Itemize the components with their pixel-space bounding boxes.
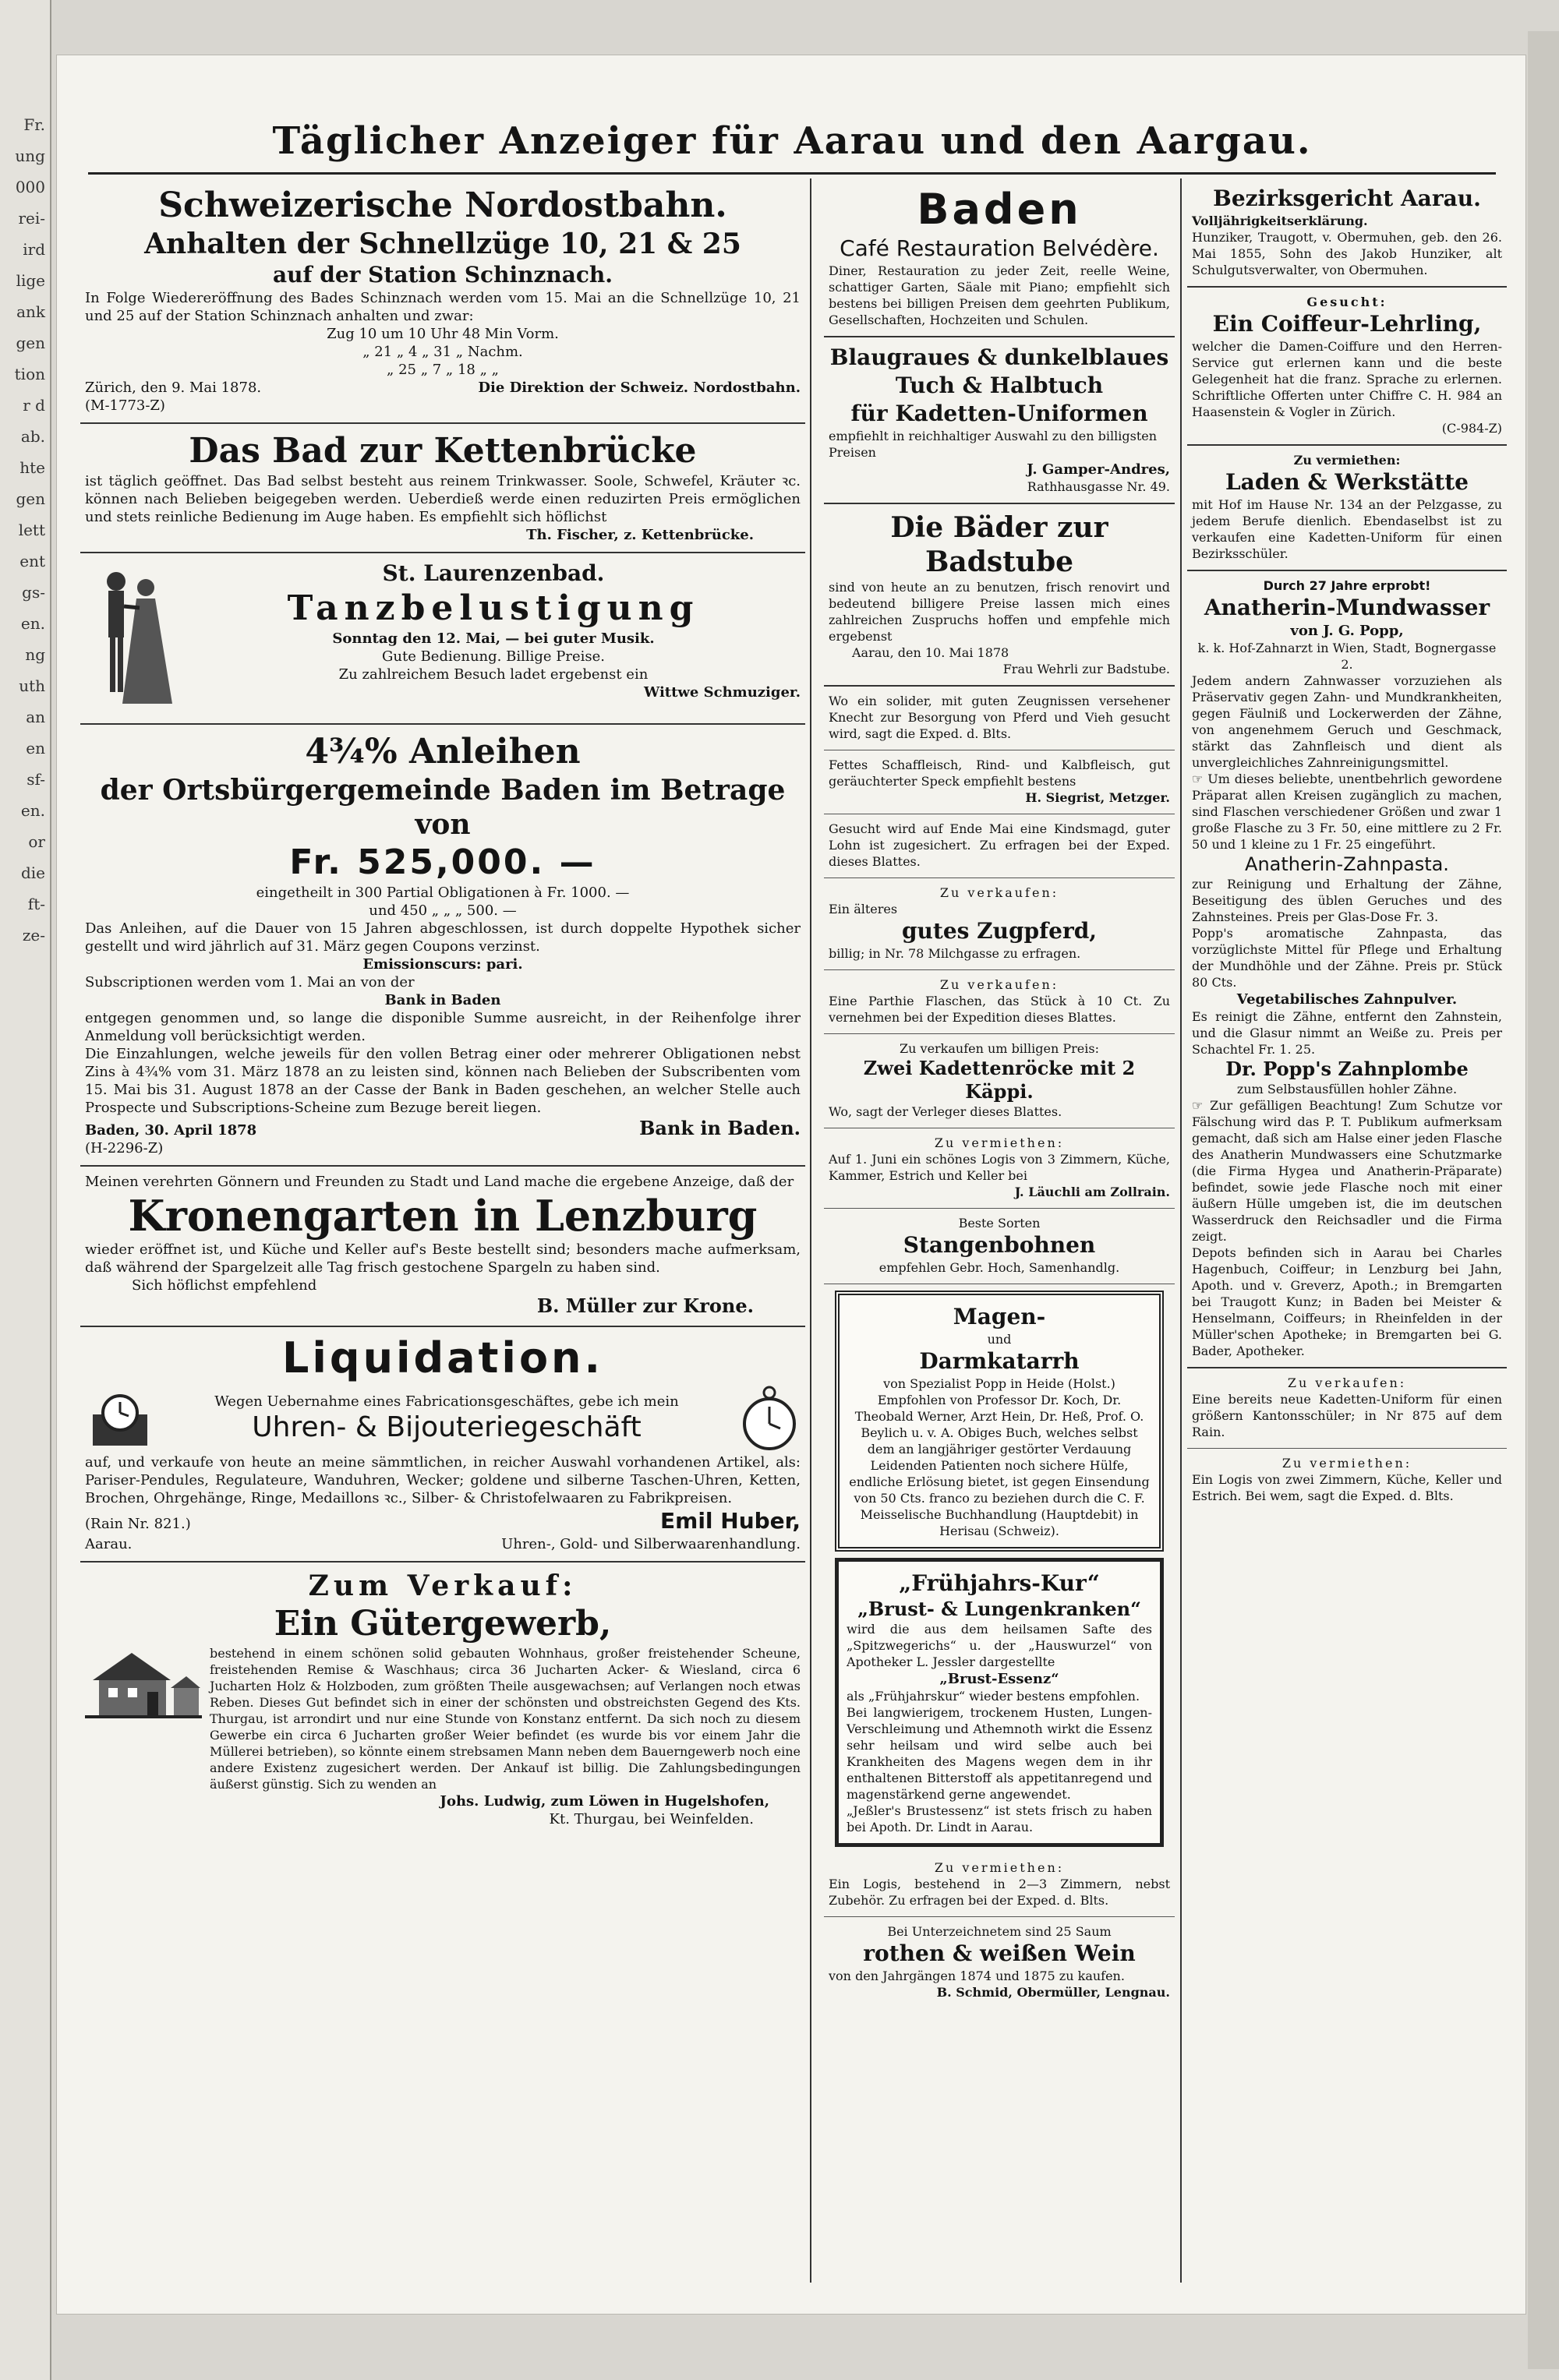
ad-head: Zu vermiethen:: [934, 1860, 1065, 1875]
column-3: [1187, 178, 1507, 1512]
ad-body: Eine Parthie Flaschen, das Stück à 10 Ct. Zu vernehmen bei der Expedition dieses Blattes.: [829, 994, 1170, 1025]
ad-signature: B. Müller zur Krone.: [536, 1294, 754, 1317]
ad-line: Sonntag den 12. Mai, — bei guter Musik.: [332, 630, 655, 647]
ad-body: Hunziker, Traugott, v. Obermuhen, geb. den 26. Mai 1855, Sohn des Jakob Hunziker, alt Schulgutsverwalter, von Obermuhen.: [1192, 230, 1502, 277]
ad-title: Baden: [917, 185, 1082, 234]
ad-body: Diner, Restauration zu jeder Zeit, reelle Weine, schattiger Garten, Säale mit Piano; empfiehlt sich bestens bei billigen Preisen dem geehrten Publikum, Gesellschaften, Hochzeiten und Schulen.: [829, 263, 1170, 327]
ad-kadetten-uniform: [1187, 1368, 1507, 1449]
ad-kettenbruecke: [80, 424, 805, 553]
ad-title: Anatherin-Mundwasser: [1204, 595, 1490, 620]
edge-fragment: ze-: [22, 926, 45, 945]
ad-address: Kt. Thurgau, bei Weinfelden.: [549, 1811, 754, 1827]
ad-body: Gesucht wird auf Ende Mai eine Kindsmagd, guter Lohn ist zugesichert. Zu erfragen bei der Exped. dieses Blattes.: [829, 821, 1170, 869]
ad-line: Bank in Baden: [384, 992, 501, 1008]
ad-signature: H. Siegrist, Metzger.: [1025, 790, 1170, 805]
ad-nordostbahn: [80, 178, 805, 424]
edge-fragment: gen: [16, 489, 45, 508]
ad-signature: Th. Fischer, z. Kettenbrücke.: [526, 527, 754, 543]
ad-address: Rathhausgasse Nr. 49.: [1027, 479, 1170, 494]
ad-date: Aarau, den 10. Mai 1878: [852, 645, 1009, 660]
ad-paragraph: Popp's aromatische Zahnpasta, das vorzüglichste Mittel für Pflege und Erhaltung der Mundhöhle und der Zähne. Preis pr. Stück 80 Cts.: [1192, 926, 1502, 990]
ad-kronengarten: [80, 1167, 805, 1327]
ad-product: Anatherin-Zahnpasta.: [1245, 853, 1449, 875]
ad-paragraph: Das Anleihen, auf die Dauer von 15 Jahren abgeschlossen, ist durch doppelte Hypothek sicher gestellt und wird jährlich auf 31. März gegen Coupons verzinst.: [85, 920, 801, 955]
ad-title: Kronengarten in Lenzburg: [128, 1191, 758, 1241]
ad-headline: Zum Verkauf:: [308, 1570, 578, 1602]
edge-fragment: lett: [18, 521, 45, 539]
ad-title: Bezirksgericht Aarau.: [1213, 185, 1481, 211]
ad-product: „Brust-Essenz“: [939, 1671, 1059, 1687]
ad-code: (M-1773-Z): [85, 397, 165, 414]
ad-paragraph: Subscriptionen werden vom 1. Mai an von der: [85, 974, 415, 990]
ad-code: (H-2296-Z): [85, 1140, 164, 1156]
ad-title: Blaugraues & dunkelblaues Tuch & Halbtuch: [829, 344, 1169, 398]
ad-title: Ein Coiffeur-Lehrling,: [1212, 311, 1482, 337]
edge-fragment: die: [20, 863, 45, 882]
timetable-row: „ 25 „ 7 „ 18 „ „: [387, 362, 499, 378]
ad-knecht: [824, 687, 1175, 750]
ad-title: Die Bäder zur Badstube: [890, 511, 1108, 578]
edge-fragment: hte: [19, 458, 45, 477]
ad-title: Zwei Kadettenröcke mit 2 Käppi.: [863, 1057, 1136, 1103]
ad-body: Ein Logis, bestehend in 2—3 Zimmern, nebst Zubehör. Zu erfragen bei der Exped. d. Blts.: [829, 1877, 1170, 1908]
edge-fragment: gs-: [22, 583, 45, 602]
ad-subtitle: der Ortsbürgergemeinde Baden im Betrage von: [100, 774, 786, 841]
ad-line: Wegen Uebernahme eines Fabricationsgeschäftes, gebe ich mein: [214, 1393, 679, 1410]
ad-paragraph: wird die aus dem heilsamen Safte des „Spitzwegerichs“ u. der „Hauswurzel“ von Apotheker L. Jessler dargestellte: [847, 1622, 1152, 1669]
ad-body: Fettes Schaffleisch, Rind- und Kalbfleisch, gut geräuchterter Speck empfiehlt bestens: [829, 757, 1170, 789]
edge-fragment: sf-: [27, 770, 45, 789]
ad-signature: Bank in Baden.: [639, 1117, 801, 1139]
ad-body: bestehend in einem schönen solid gebauten Wohnhaus, großer freistehender Scheune, freistehenden Remise & Waschhaus; circa 36 Jucharten Acker- & Wiesland, circa 6 Jucharten Holz & Holzboden, zum größten Theile ausgewachsen; auf Verlangen noch etwas Reben. Dieses Gut befindet sich in einer der schönsten und obstreichsten Gegend des Kts. Thurgau, ist arrondirt und nur eine Stunde von Konstanz entfernt. Da sich noch zu diesem Gewerbe ein circa 6 Jucharten großer Weier befindet (es wurde bis vor einem Jahr die Müllerei betrieben), so könnte einem strebsamen Mann neben dem Bauerngewerb noch eine andere Existenz zugesichert werden. Der Ankauf ist billig. Die Zahlungsbedingungen äußerst günstig. Sich zu wenden an: [210, 1646, 801, 1792]
ad-body: auf, und verkaufe von heute an meine sämmtlichen, in reicher Auswahl vorhandenen Artikel, als: Pariser-Pendules, Regulateure, Wanduhren, Wecker; goldene und silberne Taschen-Uhren, Ketten, Brochen, Ohrgehänge, Ringe, Medaillons ꝛc., Silber- & Christofelwaaren zu Fabrikpreisen.: [85, 1454, 801, 1506]
newspaper-page: [56, 55, 1526, 2315]
edge-fragment: an: [26, 708, 45, 726]
ad-paragraph: Bei langwierigem, trockenem Husten, Lungen-Verschleimung und Athemnoth wirkt die Essenz sehr heilsam und wird selbe auch bei Krankheiten des Magens wegen dem in ihr enthaltenen Bitterstoff als appetitanregend und magenstärkend gerne angewendet.: [847, 1705, 1152, 1802]
ad-subtitle: Anhalten der Schnellzüge 10, 21 & 25: [144, 228, 741, 260]
edge-fragment: r d: [23, 396, 45, 415]
column-divider: [810, 178, 811, 2283]
ad-signature: Die Direktion der Schweiz. Nordostbahn.: [478, 380, 801, 396]
ad-product: Dr. Popp's Zahnplombe: [1225, 1058, 1469, 1080]
ad-badstube: [824, 504, 1175, 687]
page-shadow: [1528, 31, 1559, 2369]
ad-product: Vegetabilisches Zahnpulver.: [1236, 991, 1458, 1008]
column-2: [824, 178, 1175, 2008]
ad-liquidation: [80, 1327, 805, 1563]
ad-fleisch: [824, 750, 1175, 814]
edge-fragment: ent: [19, 552, 45, 570]
ad-head: Zu vermiethen:: [1293, 453, 1401, 468]
ad-address: k. k. Hof-Zahnarzt in Wien, Stadt, Bognergasse 2.: [1197, 641, 1497, 672]
ad-body: sind von heute an zu benutzen, frisch renovirt und bedeutend billigere Preise lassen mich eines zahlreichen Zuspruchs hoffen und empfehle mich ergebenst: [829, 580, 1170, 644]
ad-head: Zu verkaufen:: [939, 885, 1059, 900]
ad-bezirksgericht: [1187, 178, 1507, 288]
edge-fragment: lige: [16, 271, 45, 290]
edge-fragment: ft-: [27, 895, 45, 913]
ad-signature: Wittwe Schmuziger.: [644, 684, 801, 701]
ad-line: Bei Unterzeichnetem sind 25 Saum: [887, 1924, 1112, 1939]
ad-body: In Folge Wiedereröffnung des Bades Schinznach werden vom 15. Mai an die Schnellzüge 10, 21 und 25 auf der Station Schinznach anhalten und zwar:: [85, 290, 801, 324]
ad-line: und 450 „ „ „ 500. —: [369, 902, 517, 919]
ad-title: Magen-: [953, 1304, 1046, 1329]
ad-date: Baden, 30. April 1878: [85, 1122, 257, 1139]
ad-connector: und: [987, 1332, 1012, 1347]
ad-body: billig; in Nr. 78 Milchgasse zu erfragen.: [829, 946, 1081, 961]
ad-laurenzenbad: [80, 553, 805, 725]
ad-logis-2: [824, 1853, 1175, 1917]
pocket-watch-icon: [738, 1383, 801, 1453]
ad-paragraph: zum Selbstausfüllen hohler Zähne.: [1236, 1082, 1458, 1096]
edge-fragment: Fr.: [23, 115, 45, 134]
ad-trade: Uhren-, Gold- und Silberwaarenhandlung.: [501, 1536, 801, 1552]
ad-subtitle: auf der Station Schinznach.: [272, 262, 613, 288]
ad-body: von den Jahrgängen 1874 und 1875 zu kaufen.: [829, 1969, 1125, 1983]
ad-title: rothen & weißen Wein: [863, 1940, 1136, 1966]
ad-anatherin: [1187, 571, 1507, 1368]
ad-body: Eine bereits neue Kadetten-Uniform für einen größern Kantonsschüler; in Nr 875 auf dem Rain.: [1192, 1392, 1502, 1439]
ad-stangenbohnen: [824, 1209, 1175, 1284]
edge-fragment: ab.: [20, 427, 45, 446]
ad-guetergewerb: [80, 1563, 805, 1836]
ad-title: Das Bad zur Kettenbrücke: [189, 431, 697, 471]
ad-intro: Meinen verehrten Gönnern und Freunden zu Stadt und Land mache die ergebene Anzeige, daß der: [85, 1174, 794, 1190]
ad-headline: Tanzbelustigung: [287, 588, 700, 628]
ad-head: Zu vermiethen:: [1281, 1456, 1412, 1471]
ad-tuch: [824, 337, 1175, 504]
ad-title: gutes Zugpferd,: [901, 918, 1098, 944]
ad-address: (Rain Nr. 821.): [85, 1516, 191, 1532]
ad-body: empfehlen Gebr. Hoch, Samenhandlg.: [878, 1260, 1120, 1275]
ad-title: „Frühjahrs-Kur“: [899, 1570, 1100, 1596]
ad-head: Beste Sorten: [958, 1216, 1041, 1231]
ad-title: 4¾% Anleihen: [305, 732, 581, 772]
dancing-couple-illustration: [85, 560, 179, 715]
ad-line: Sich höflichst empfehlend: [132, 1277, 317, 1294]
ad-coiffeur: [1187, 288, 1507, 446]
adjacent-page-edge: [0, 0, 51, 2380]
edge-fragment: en.: [20, 801, 45, 820]
ad-signature: J. Läuchli am Zollrain.: [1014, 1185, 1170, 1199]
ad-headline: Uhren- & Bijouteriegeschäft: [252, 1411, 642, 1443]
farmhouse-illustration: [85, 1645, 202, 1723]
ad-line: Gute Bedienung. Billige Preise.: [381, 648, 606, 665]
mantel-clock-icon: [85, 1383, 155, 1453]
ad-body: Auf 1. Juni ein schönes Logis von 3 Zimmern, Küche, Kammer, Estrich und Keller bei: [829, 1152, 1170, 1183]
ad-body: Wo ein solider, mit guten Zeugnissen versehener Knecht zur Besorgung von Pferd und Vieh gesucht wird, sagt die Exped. d. Blts.: [829, 694, 1170, 741]
edge-fragment: gen: [16, 334, 45, 352]
timetable-row: Zug 10 um 10 Uhr 48 Min Vorm.: [327, 326, 559, 342]
ad-city: Aarau.: [85, 1536, 133, 1552]
edge-fragment: ird: [23, 240, 45, 259]
edge-fragment: or: [28, 832, 45, 851]
ad-paragraph: ☞ Um dieses beliebte, unentbehrlich gewordene Präparat allen Kreisen zugänglich zu machen, sind Flaschen verschiedener Größen und zwar 1 große Flasche zu 3 Fr. 50, eine mittlere zu 2 Fr. 50 und 1 kleine zu 1 Fr. 25 eingeführt.: [1192, 772, 1502, 852]
ad-flaschen: [824, 970, 1175, 1034]
ad-signature: Johs. Ludwig, zum Löwen in Hugelshofen,: [440, 1793, 769, 1810]
ad-body: welcher die Damen-Coiffure und den Herren-Service gut erlernen kann und die beste Gelegenheit hat die franz. Sprache zu erlernen. Schriftliche Offerten unter Chiffre C. H. 984 an Haasenstein & Vogler in Zürich.: [1192, 339, 1502, 419]
loan-amount: Fr. 525,000. —: [289, 842, 596, 882]
ad-body: empfiehlt in reichhaltiger Auswahl zu den billigsten Preisen: [829, 429, 1158, 460]
ad-paragraph: ☞ Zur gefälligen Beachtung! Zum Schutze vor Fälschung wird das P. T. Publikum aufmerksam gemacht, daß sich am Halse einer jeden Flasche des Anatherin Mundwassers eine Schutzmarke (die Firma Hygea und Anatherin-Präparate) befindet, sowie jede Flasche noch mit einer äußern Hülle umgeben ist, die im deutschen Wasserdruck den Reichsadler und die Firma zeigt.: [1192, 1098, 1502, 1244]
ad-body: Wo, sagt der Verleger dieses Blattes.: [829, 1104, 1062, 1119]
ad-title: Liquidation.: [282, 1333, 603, 1382]
edge-fragment: en.: [20, 614, 45, 633]
ad-head: Zu verkaufen um billigen Preis:: [900, 1041, 1099, 1056]
ad-subtitle: „Brust- & Lungenkranken“: [857, 1598, 1141, 1620]
ad-body: wieder eröffnet ist, und Küche und Keller auf's Beste bestellt sind; besonders mache aufmerksam, daß während der Spargelzeit alle Tag frisch gestochene Spargeln zu haben sind.: [85, 1241, 801, 1276]
ad-logis-3: [1187, 1449, 1507, 1512]
ad-signature: J. Gamper-Andres,: [1027, 461, 1170, 478]
timetable-row: „ 21 „ 4 „ 31 „ Nachm.: [362, 344, 523, 360]
ad-paragraph: Jedem andern Zahnwasser vorzuziehen als Präservativ gegen Zahn- und Mundkrankheiten, gegen Fäulniß und Lockerwerden der Zähne, von angenehmem Geruch und Geschmack, stärkt das Zahnfleisch und dient als unvergleichliches Zahnreinigungsmittel.: [1192, 673, 1502, 770]
edge-fragment: rei-: [18, 209, 45, 228]
ad-signature: Emil Huber,: [660, 1508, 801, 1534]
ad-paragraph: „Jeßler's Brustessenz“ ist stets frisch zu haben bei Apoth. Dr. Lindt in Aarau.: [847, 1803, 1152, 1834]
ad-subtitle: Volljährigkeitserklärung.: [1192, 214, 1368, 228]
ad-laden-werkstaette: [1187, 446, 1507, 571]
edge-fragment: 000: [15, 178, 45, 196]
ad-paragraph: als „Frühjahrskur“ wieder bestens empfohlen.: [847, 1689, 1140, 1704]
ad-title: Stangenbohnen: [903, 1232, 1096, 1258]
ad-signature: B. Schmid, Obermüller, Lengnau.: [936, 1985, 1170, 2000]
ad-title: Schweizerische Nordostbahn.: [158, 185, 727, 225]
ad-kadettenroecke: [824, 1034, 1175, 1128]
ad-date: Zürich, den 9. Mai 1878.: [85, 380, 262, 396]
ad-paragraph: zur Reinigung und Erhaltung der Zähne, Beseitigung des üblen Geruches und des Zahnsteines. Preis per Glas-Dose Fr. 3.: [1192, 877, 1502, 924]
edge-fragment: ank: [16, 302, 45, 321]
ad-paragraph: Es reinigt die Zähne, entfernt den Zahnstein, und die Glasur nimmt an Weiße zu. Preis per Schachtel Fr. 1. 25.: [1192, 1009, 1502, 1057]
ad-head: Zu verkaufen:: [1287, 1375, 1407, 1390]
edge-fragment: tion: [14, 365, 45, 383]
ad-line: Zu zahlreichem Besuch ladet ergebenst ein: [338, 666, 649, 683]
ad-logis-laeuchli: [824, 1128, 1175, 1209]
ad-subtitle: für Kadetten-Uniformen: [850, 401, 1148, 426]
ad-head: Gesucht:: [1306, 295, 1388, 309]
column-1: [80, 178, 805, 1836]
edge-fragment: en: [26, 739, 45, 757]
ad-title: Laden & Werkstätte: [1225, 469, 1469, 495]
ad-title: Ein Gütergewerb,: [274, 1604, 612, 1644]
masthead-rule: [88, 172, 1496, 175]
ad-body: Ein Logis von zwei Zimmern, Küche, Keller und Estrich. Bei wem, sagt die Exped. d. Blts.: [1192, 1472, 1502, 1503]
ad-fruehjahrskur: [835, 1558, 1164, 1847]
edge-fragment: ung: [15, 147, 45, 165]
ad-line: Emissionscurs: pari.: [362, 956, 523, 973]
edge-fragment: ng: [25, 645, 45, 664]
ad-body: ist täglich geöffnet. Das Bad selbst besteht aus reinem Trinkwasser. Soole, Schwefel, Kräuter ꝛc. können nach Belieben beigegeben werden. Ueberdieß werde einen reduzirten Preis ermöglichen und stets reinliche Bedienung im Auge haben. Es empfiehlt sich höflichst: [85, 473, 801, 525]
ad-title: Darmkatarrh: [919, 1348, 1080, 1374]
ad-wein: [824, 1917, 1175, 2008]
ad-paragraph: Die Einzahlungen, welche jeweils für den vollen Betrag einer oder mehrerer Obligationen nebst Zins à 4¾% vom 31. März 1878 an zu leisten sind, können nach Belieben der Subscribenten vom 15. Mai bis 31. August 1878 an der Casse der Bank in Baden geschehen, an welcher Stelle auch Prospecte und Subscriptions-Scheine zum Bezuge bereit liegen.: [85, 1046, 801, 1116]
ad-title: St. Laurenzenbad.: [382, 560, 605, 586]
ad-body: mit Hof im Hause Nr. 134 an der Pelzgasse, zu jedem Berufe dienlich. Ebendaselbst ist zu verkaufen eine Kadetten-Uniform für einen Bezirksschüler.: [1192, 497, 1502, 561]
ad-head: Durch 27 Jahre erprobt!: [1263, 578, 1431, 593]
ad-magenkatarrh: [835, 1291, 1164, 1552]
ad-line: eingetheilt in 300 Partial Obligationen à Fr. 1000. —: [256, 885, 630, 901]
ad-signature: Frau Wehrli zur Badstube.: [1002, 662, 1170, 676]
ad-subtitle: Café Restauration Belvédère.: [840, 235, 1159, 261]
ad-line: Ein älteres: [829, 902, 898, 916]
ad-paragraph: Depots befinden sich in Aarau bei Charles Hagenbuch, Coiffeur; in Lenzburg bei Jahn, Apoth. und v. Greverz, Apoth.; in Bremgarten bei Traugott Kunz; in Baden bei Meister & Henselmann, Coiffeurs; in Rheinfelden in der Müller'schen Apotheke; in Bremgarten bei G. Bader, Apotheker.: [1192, 1245, 1502, 1358]
ad-baden-belvedere: [824, 178, 1175, 337]
ad-zugpferd: [824, 878, 1175, 970]
ad-head: Zu vermiethen:: [934, 1135, 1065, 1150]
masthead-title: Täglicher Anzeiger für Aarau und den Aargau.: [272, 119, 1312, 163]
ad-head: Zu verkaufen:: [939, 977, 1059, 992]
ad-body: von Spezialist Popp in Heide (Holst.) Empfohlen von Professor Dr. Koch, Dr. Theobald Werner, Arzt Hein, Dr. Heß, Prof. O. Beylich u. v. A. Obiges Buch, welches selbst dem an langjähriger gestörter Verdauung Leidenden Patienten noch sichere Hülfe, endliche Erlösung bietet, ist gegen Einsendung von 50 Cts. franco zu beziehen durch die C. F. Meisselische Buchhandlung (Hauptdebit) in Herisau (Schweiz).: [849, 1376, 1150, 1538]
ad-byline: von J. G. Popp,: [1290, 623, 1404, 639]
ad-anleihen: [80, 725, 805, 1167]
ad-code: (C-984-Z): [1441, 421, 1502, 436]
ad-paragraph: entgegen genommen und, so lange die disponible Summe ausreicht, in der Reihenfolge ihrer Anmeldung voll berücksichtigt werden.: [85, 1010, 801, 1044]
ad-kindsmagd: [824, 814, 1175, 878]
column-divider: [1180, 178, 1182, 2283]
edge-fragment: uth: [19, 676, 45, 695]
